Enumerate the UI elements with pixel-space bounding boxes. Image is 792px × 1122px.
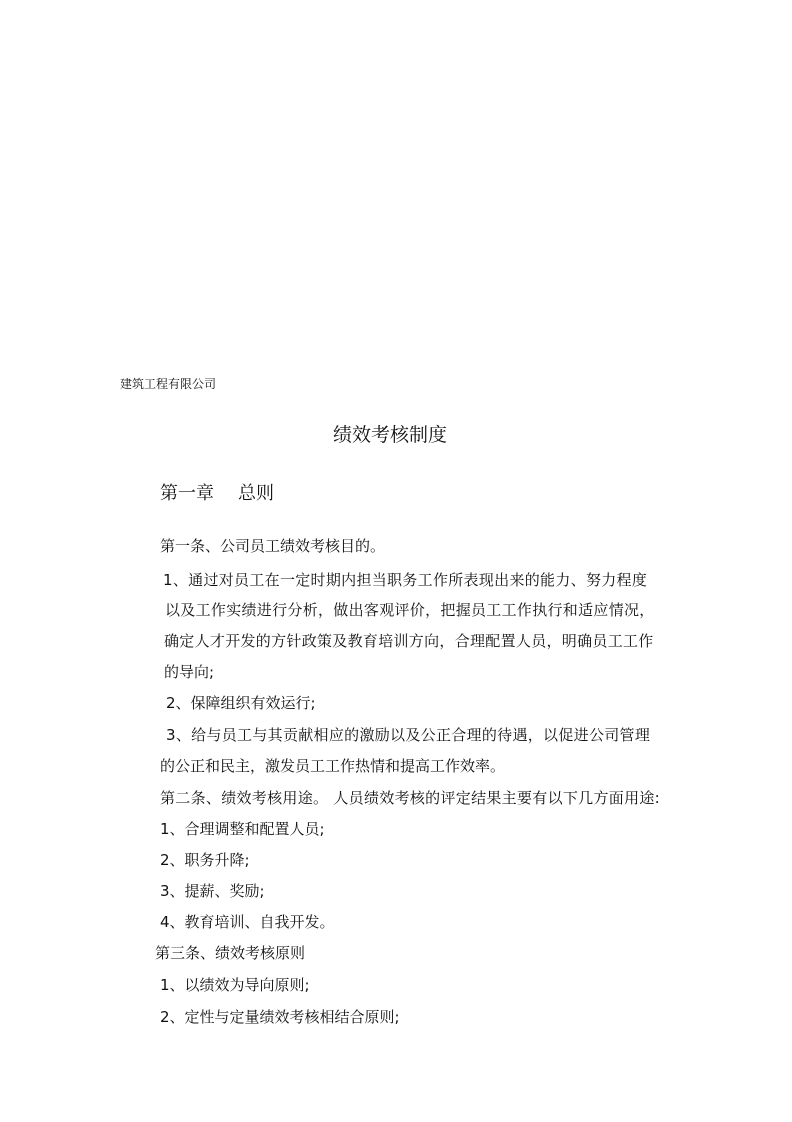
article-3-heading: 第三条、绩效考核原则 bbox=[155, 944, 306, 962]
list-item: 1、合理调整和配置人员; bbox=[160, 820, 325, 838]
list-item: 1、以绩效为导向原则; bbox=[160, 976, 310, 994]
company-header: 建筑工程有限公司 bbox=[120, 377, 217, 391]
list-item: 3、提薪、奖励; bbox=[160, 882, 265, 900]
chapter-number: 第一章 bbox=[160, 483, 214, 504]
article-1-heading: 第一条、公司员工绩效考核目的。 bbox=[160, 537, 386, 555]
paragraph-line: 的导向; bbox=[164, 663, 215, 681]
paragraph-line: 的公正和民主，激发员工工作热情和提高工作效率。 bbox=[160, 757, 506, 775]
list-item: 3、给与员工与其贡献相应的激励以及公正合理的待遇，以促进公司管理 bbox=[166, 726, 651, 744]
paragraph-line: 确定人才开发的方针政策及教育培训方向，合理配置人员，明确员工工作 bbox=[164, 632, 654, 650]
article-2-heading: 第二条、绩效考核用途。 人员绩效考核的评定结果主要有以下几方面用途: bbox=[160, 789, 661, 807]
paragraph-line: 以及工作实绩进行分析，做出客观评价，把握员工工作执行和适应情况， bbox=[165, 601, 655, 619]
document-title: 绩效考核制度 bbox=[333, 424, 448, 446]
paragraph-line: 1、通过对员工在一定时期内担当职务工作所表现出来的能力、努力程度 bbox=[163, 571, 648, 589]
chapter-heading bbox=[160, 482, 274, 506]
list-item: 4、教育培训、自我开发。 bbox=[160, 913, 335, 931]
list-item: 2、职务升降; bbox=[160, 851, 250, 869]
chapter-name: 总则 bbox=[238, 483, 274, 504]
list-item: 2、保障组织有效运行; bbox=[166, 694, 316, 712]
list-item: 2、定性与定量绩效考核相结合原则; bbox=[160, 1008, 400, 1026]
